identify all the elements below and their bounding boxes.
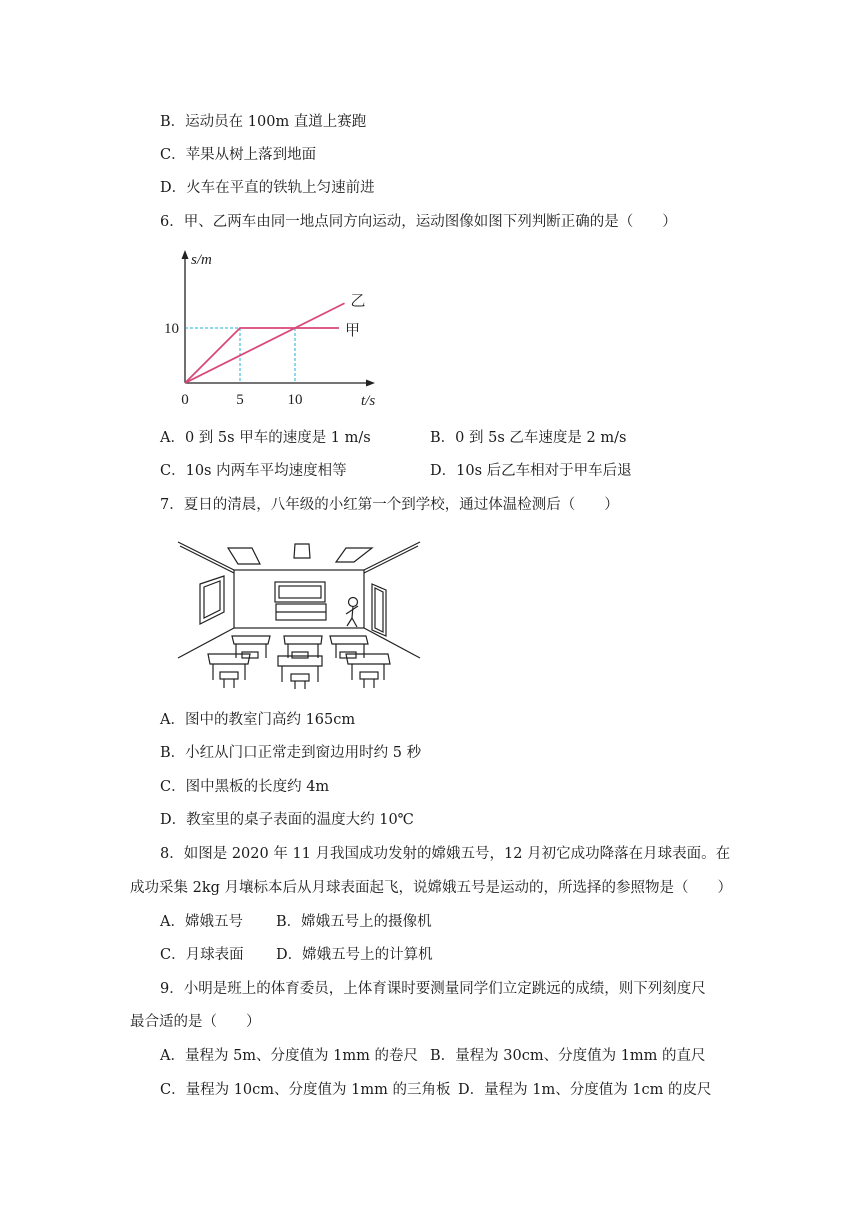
y-axis-arrow — [182, 250, 189, 259]
q7-option-b: B．小红从门口正常走到窗边用时约 5 秒 — [160, 745, 422, 761]
q7-option-a: A．图中的教室门高约 165cm — [160, 712, 356, 728]
x-axis-arrow — [366, 380, 375, 387]
q9-option-d: D．量程为 1m、分度值为 1cm 的皮尺 — [458, 1082, 712, 1098]
series-label-1: 乙 — [350, 293, 366, 310]
q6-option-d: D．10s 后乙车相对于甲车后退 — [430, 463, 632, 479]
q8-option-a: A．嫦娥五号 — [160, 914, 243, 930]
x-tick-label-0: 0 — [181, 392, 189, 408]
q7-option-c: C．图中黑板的长度约 4m — [160, 779, 330, 795]
q7-option-d: D．教室里的桌子表面的温度大约 10℃ — [160, 812, 414, 828]
q9-option-a: A．量程为 5m、分度值为 1mm 的卷尺 — [160, 1048, 418, 1064]
q7-stem: 7．夏日的清晨，八年级的小红第一个到学校，通过体温检测后（ ） — [160, 497, 619, 513]
q8-option-d: D．嫦娥五号上的计算机 — [276, 947, 433, 963]
q5-option-d: D．火车在平直的铁轨上匀速前进 — [160, 180, 375, 196]
q5-option-c: C．苹果从树上落到地面 — [160, 147, 317, 163]
classroom-illustration — [176, 540, 422, 690]
q8-option-c: C．月球表面 — [160, 947, 244, 963]
q6-option-a: A．0 到 5s 甲车的速度是 1 m/s — [160, 430, 371, 446]
q6-option-b: B．0 到 5s 乙车速度是 2 m/s — [430, 430, 627, 446]
st-graph — [160, 246, 400, 412]
q8-option-b: B．嫦娥五号上的摄像机 — [276, 914, 432, 930]
q9-option-c: C．量程为 10cm、分度值为 1mm 的三角板 — [160, 1082, 451, 1098]
y-axis-label: s/m — [191, 252, 212, 268]
series-line-0 — [185, 328, 339, 383]
q5-option-b: B．运动员在 100m 直道上赛跑 — [160, 114, 367, 130]
q9-stem-line2: 最合适的是（ ） — [130, 1014, 261, 1030]
q9-stem-line1: 9．小明是班上的体育委员，上体育课时要测量同学们立定跳远的成绩，则下列刻度尺 — [160, 981, 706, 997]
q8-stem-line1: 8．如图是 2020 年 11 月我国成功发射的嫦娥五号，12 月初它成功降落在月球表面。在 — [160, 846, 731, 862]
x-tick-label-2: 10 — [287, 392, 303, 408]
q6-stem: 6．甲、乙两车由同一地点同方向运动，运动图像如图下列判断正确的是（ ） — [160, 214, 677, 230]
y-tick-label-0: 10 — [164, 321, 179, 337]
q9-option-b: B．量程为 30cm、分度值为 1mm 的直尺 — [430, 1048, 706, 1064]
series-label-0: 甲 — [345, 323, 361, 339]
series-line-1 — [185, 303, 345, 383]
x-axis-label: t/s — [361, 393, 376, 409]
x-tick-label-1: 5 — [236, 392, 244, 408]
q6-option-c: C．10s 内两车平均速度相等 — [160, 463, 347, 479]
q8-stem-line2: 成功采集 2kg 月壤标本后从月球表面起飞，说嫦娥五号是运动的，所选择的参照物是（ ） — [130, 880, 733, 896]
